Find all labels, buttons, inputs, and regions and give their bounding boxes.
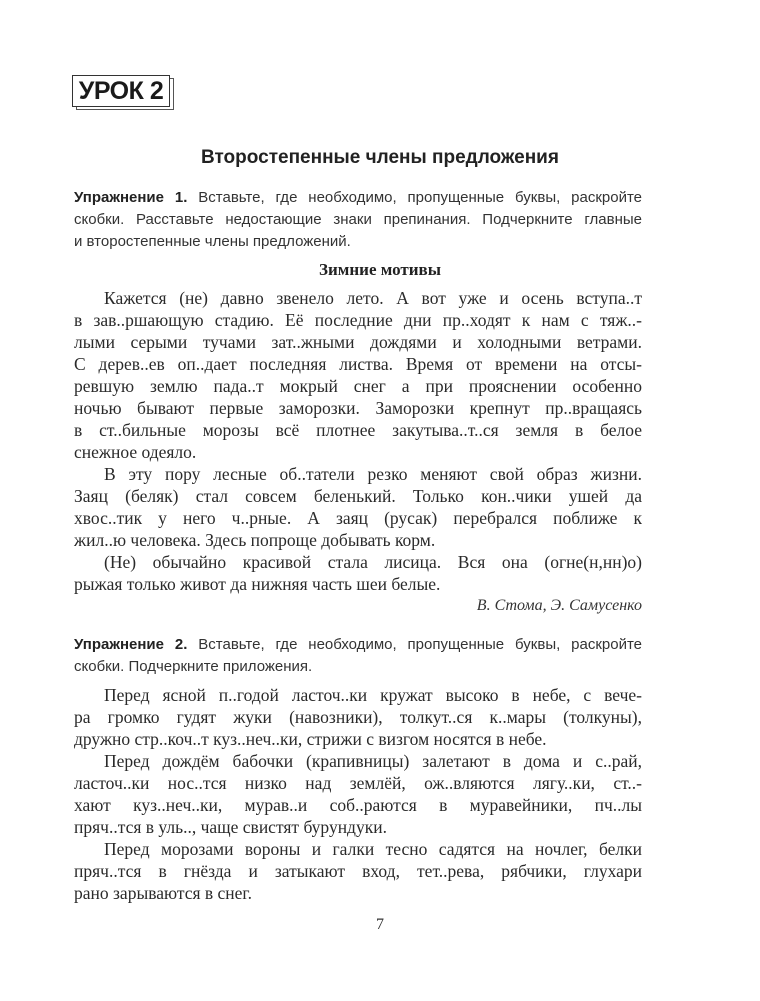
text-line: рыжая только живот да нижняя часть шеи белые. xyxy=(74,574,441,594)
text-line: рано зарываются в снег. xyxy=(74,883,253,903)
text-line: С дерев..ев оп..дает последняя листва. Время от времени на отсы- xyxy=(74,354,642,374)
text-line: ра громко гудят жуки (навозники), толкут..ся к..мары (толкуны), xyxy=(74,707,642,727)
text-line: жил..ю человека. Здесь попроще добывать корм. xyxy=(74,530,436,550)
text-line: ласточ..ки нос..тся низко над землёй, ож..вляются лягу..ки, ст..- xyxy=(74,773,642,793)
text-line: ревшую землю пада..т мокрый снег а при прояснении особенно xyxy=(74,376,642,396)
lesson-label: УРОК 2 xyxy=(78,77,164,105)
page-number: 7 xyxy=(376,916,384,933)
instruction-line xyxy=(74,634,642,656)
text-line: в зав..ршающую стадию. Её последние дни пр..ходят к нам с тяж..- xyxy=(74,310,642,330)
text-line: в ст..бильные морозы всё плотнее закутыва..т..ся земля в белое xyxy=(74,420,642,440)
text-line: снежное одеяло. xyxy=(74,442,197,462)
text-line: В эту пору лесные об..татели резко меняют свой образ жизни. xyxy=(104,464,642,484)
text-line: (Не) обычайно красивой стала лисица. Вся она (огне(н,нн)о) xyxy=(104,552,642,572)
exercise-2-instruction xyxy=(74,634,642,678)
exercise-1-text xyxy=(74,287,642,595)
instruction-line: скобки. Расставьте недостающие знаки препинания. Подчеркните главные xyxy=(74,211,642,228)
section-title: Второстепенные члены предложения xyxy=(201,147,559,168)
instruction-line: скобки. Подчеркните приложения. xyxy=(74,658,313,675)
text-line: пряч..тся в уль.., чаще свистят бурундуки. xyxy=(74,817,387,837)
text-line: дружно стр..коч..т куз..неч..ки, стрижи с визгом носятся в небе. xyxy=(74,729,547,749)
text-line: Кажется (не) давно звенело лето. А вот уже и осень вступа..т xyxy=(104,288,642,308)
exercise-1-label: Упражнение 1. xyxy=(74,189,188,206)
instruction-line xyxy=(74,187,642,209)
instruction-text: Вставьте, где необходимо, пропущенные буквы, раскройте xyxy=(198,189,642,206)
text-line: Перед дождём бабочки (крапивницы) залетают в дома и с..рай, xyxy=(104,751,642,771)
exercise-1-instruction xyxy=(74,187,642,253)
text-line: Заяц (беляк) стал совсем беленький. Только кон..чики ушей да xyxy=(74,486,642,506)
text-line: пряч..тся в гнёзда и затыкают вход, тет..рева, рябчики, глухари xyxy=(74,861,642,881)
text-title: Зимние мотивы xyxy=(319,260,441,279)
text-line: хают куз..неч..ки, мурав..и соб..раются в муравейники, пч..лы xyxy=(74,795,642,815)
instruction-text: Вставьте, где необходимо, пропущенные буквы, раскройте xyxy=(198,636,642,653)
lesson-heading-box xyxy=(72,75,170,107)
text-line: лыми серыми тучами зат..жными дождями и холодными ветрами. xyxy=(74,332,642,352)
instruction-line: и второстепенные члены предложений. xyxy=(74,233,351,250)
exercise-2-text xyxy=(74,684,642,904)
text-line: хвос..тик у него ч..рные. А заяц (русак) перебрался поближе к xyxy=(74,508,642,528)
text-line: ночью бывают первые заморозки. Заморозки крепнут пр..вращаясь xyxy=(74,398,642,418)
text-author: В. Стома, Э. Самусенко xyxy=(476,597,642,614)
exercise-2-label: Упражнение 2. xyxy=(74,636,188,653)
text-line: Перед ясной п..годой ласточ..ки кружат высоко в небе, с вече- xyxy=(104,685,642,705)
text-line: Перед морозами вороны и галки тесно садятся на ночлег, белки xyxy=(104,839,642,859)
